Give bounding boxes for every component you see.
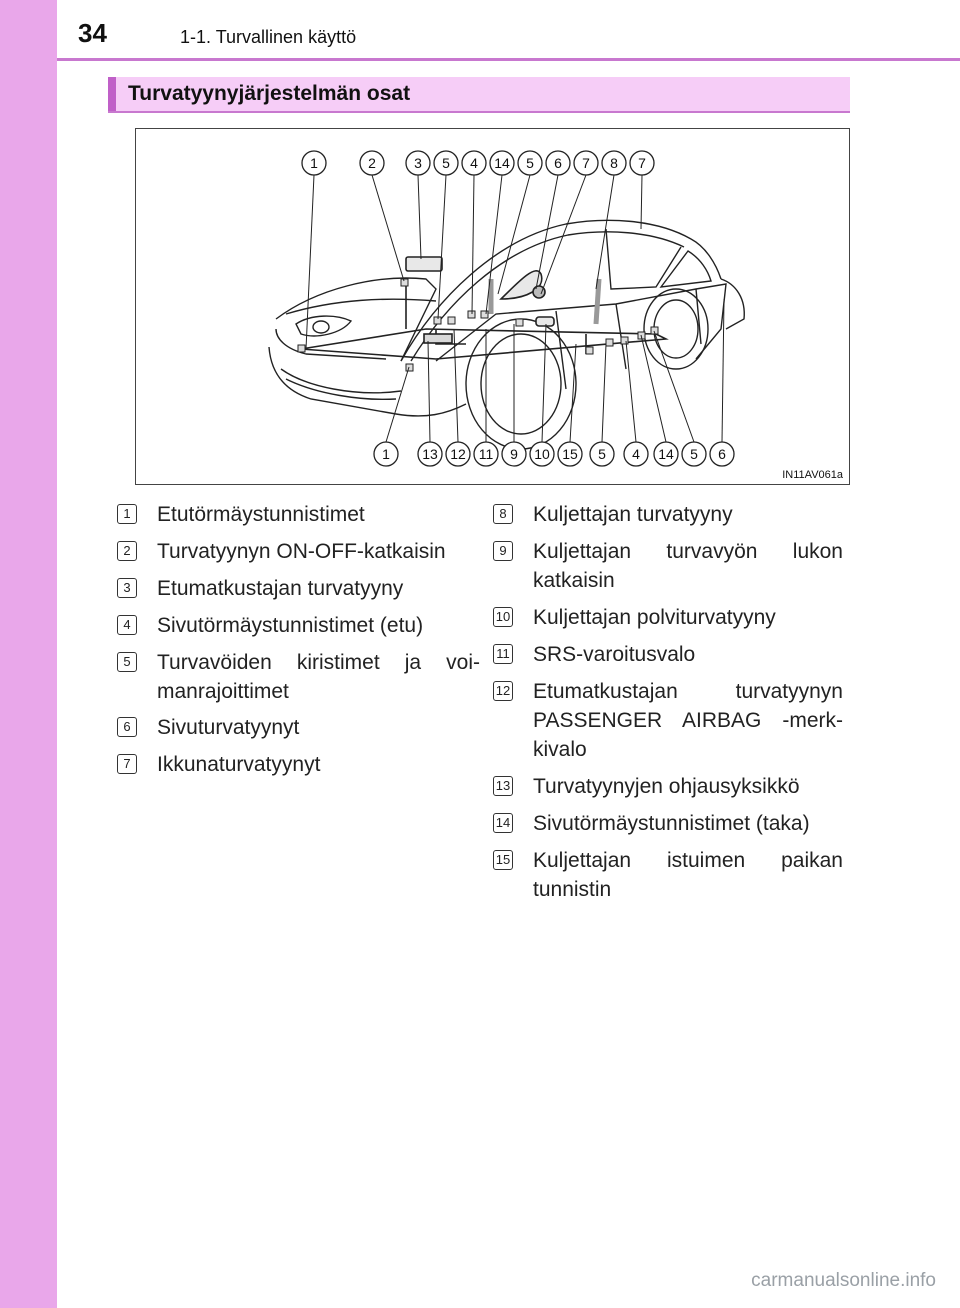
top-callout-label: 14 (494, 155, 510, 171)
legend-text: Kuljettajan turvatyyny (533, 503, 733, 526)
top-callout-label: 7 (582, 155, 590, 171)
legend-number: 5 (117, 652, 137, 672)
callout-leader (386, 367, 409, 442)
bottom-callout-label: 4 (632, 446, 640, 462)
legend-text: Etutörmäystunnistimet (157, 503, 365, 526)
callout-leader (486, 175, 502, 314)
callout-layer (302, 151, 734, 466)
legend-text: Sivutörmäystunnistimet (etu) (157, 614, 424, 637)
bottom-callout-label: 5 (598, 446, 606, 462)
legend-text: Etumatkustajan turvatyynyn PASSENGER AIRBAG -merk-kivalo (533, 680, 843, 761)
callout-leader (641, 175, 642, 229)
legend-text: Ikkunaturvatyynyt (157, 753, 321, 776)
page-number: 34 (78, 18, 107, 48)
legend-number: 11 (493, 644, 513, 664)
callout-leader (541, 175, 586, 294)
legend-text: Turvavöiden kiristimet ja voi-manrajoittimet (157, 651, 480, 703)
bottom-callout-label: 13 (422, 446, 438, 462)
section-title: Turvatyynyjärjestelmän osat (128, 82, 411, 105)
legend-text: SRS-varoitusvalo (533, 643, 696, 666)
bottom-callout-label: 14 (658, 446, 674, 462)
legend-number: 8 (493, 504, 513, 524)
legend-text: Kuljettajan turvavyön lukon katkaisin (533, 540, 843, 592)
top-callout-label: 5 (442, 155, 450, 171)
legend-text: Turvatyynyjen ohjausyksikkö (533, 775, 800, 798)
top-callout-label: 2 (368, 155, 376, 171)
section-heading (108, 77, 850, 111)
legend-text: Kuljettajan polviturvatyyny (533, 606, 776, 629)
top-callout-label: 5 (526, 155, 534, 171)
top-callout-label: 6 (554, 155, 562, 171)
header-rule (57, 58, 960, 61)
legend-number: 3 (117, 578, 137, 598)
chapter-title: 1-1. Turvallinen käyttö (180, 27, 357, 47)
legend-text: Etumatkustajan turvatyyny (157, 577, 404, 600)
callout-leader (428, 341, 430, 442)
legend-text: Turvatyynyn ON-OFF-katkaisin (157, 540, 446, 563)
legend-number: 2 (117, 541, 137, 561)
legend-text: Kuljettajan istuimen paikan tunnistin (533, 849, 843, 901)
legend-text: Sivutörmäystunnistimet (taka) (533, 812, 810, 835)
side-strip (0, 0, 57, 1308)
legend-number: 15 (493, 850, 513, 870)
callout-leader (372, 175, 404, 281)
figure-code: IN11AV061a (782, 469, 843, 481)
callout-leader (306, 175, 314, 349)
legend-text: Sivuturvatyynyt (157, 716, 300, 739)
watermark: carmanualsonline.info (751, 1270, 936, 1291)
callout-leader (418, 175, 421, 259)
legend-number: 4 (117, 615, 137, 635)
legend-number: 13 (493, 776, 513, 796)
airbag-diagram (135, 128, 850, 485)
callout-leader (626, 341, 636, 442)
top-callout-label: 1 (310, 155, 318, 171)
section-rule (108, 111, 850, 113)
car-illustration (136, 129, 849, 484)
bottom-callout-label: 10 (534, 446, 550, 462)
bottom-callout-label: 9 (510, 446, 518, 462)
bottom-callout-label: 11 (478, 446, 494, 462)
legend-number: 9 (493, 541, 513, 561)
top-callout-label: 4 (470, 155, 478, 171)
callout-leader (602, 344, 606, 442)
legend-number: 14 (493, 813, 513, 833)
bottom-callout-label: 1 (382, 446, 390, 462)
top-callout-label: 8 (610, 155, 618, 171)
top-callout-label: 7 (638, 155, 646, 171)
legend-number: 1 (117, 504, 137, 524)
bottom-callout-label: 15 (562, 446, 578, 462)
top-callout-label: 3 (414, 155, 422, 171)
bottom-callout-label: 5 (690, 446, 698, 462)
callout-leader (654, 331, 694, 442)
callout-leader (438, 175, 446, 319)
callout-leader (472, 175, 474, 314)
legend-number: 7 (117, 754, 137, 774)
bottom-callout-label: 12 (450, 446, 466, 462)
legend-number: 6 (117, 717, 137, 737)
legend-number: 10 (493, 607, 513, 627)
bottom-callout-label: 6 (718, 446, 726, 462)
car-outline (269, 220, 744, 449)
legend-number: 12 (493, 681, 513, 701)
